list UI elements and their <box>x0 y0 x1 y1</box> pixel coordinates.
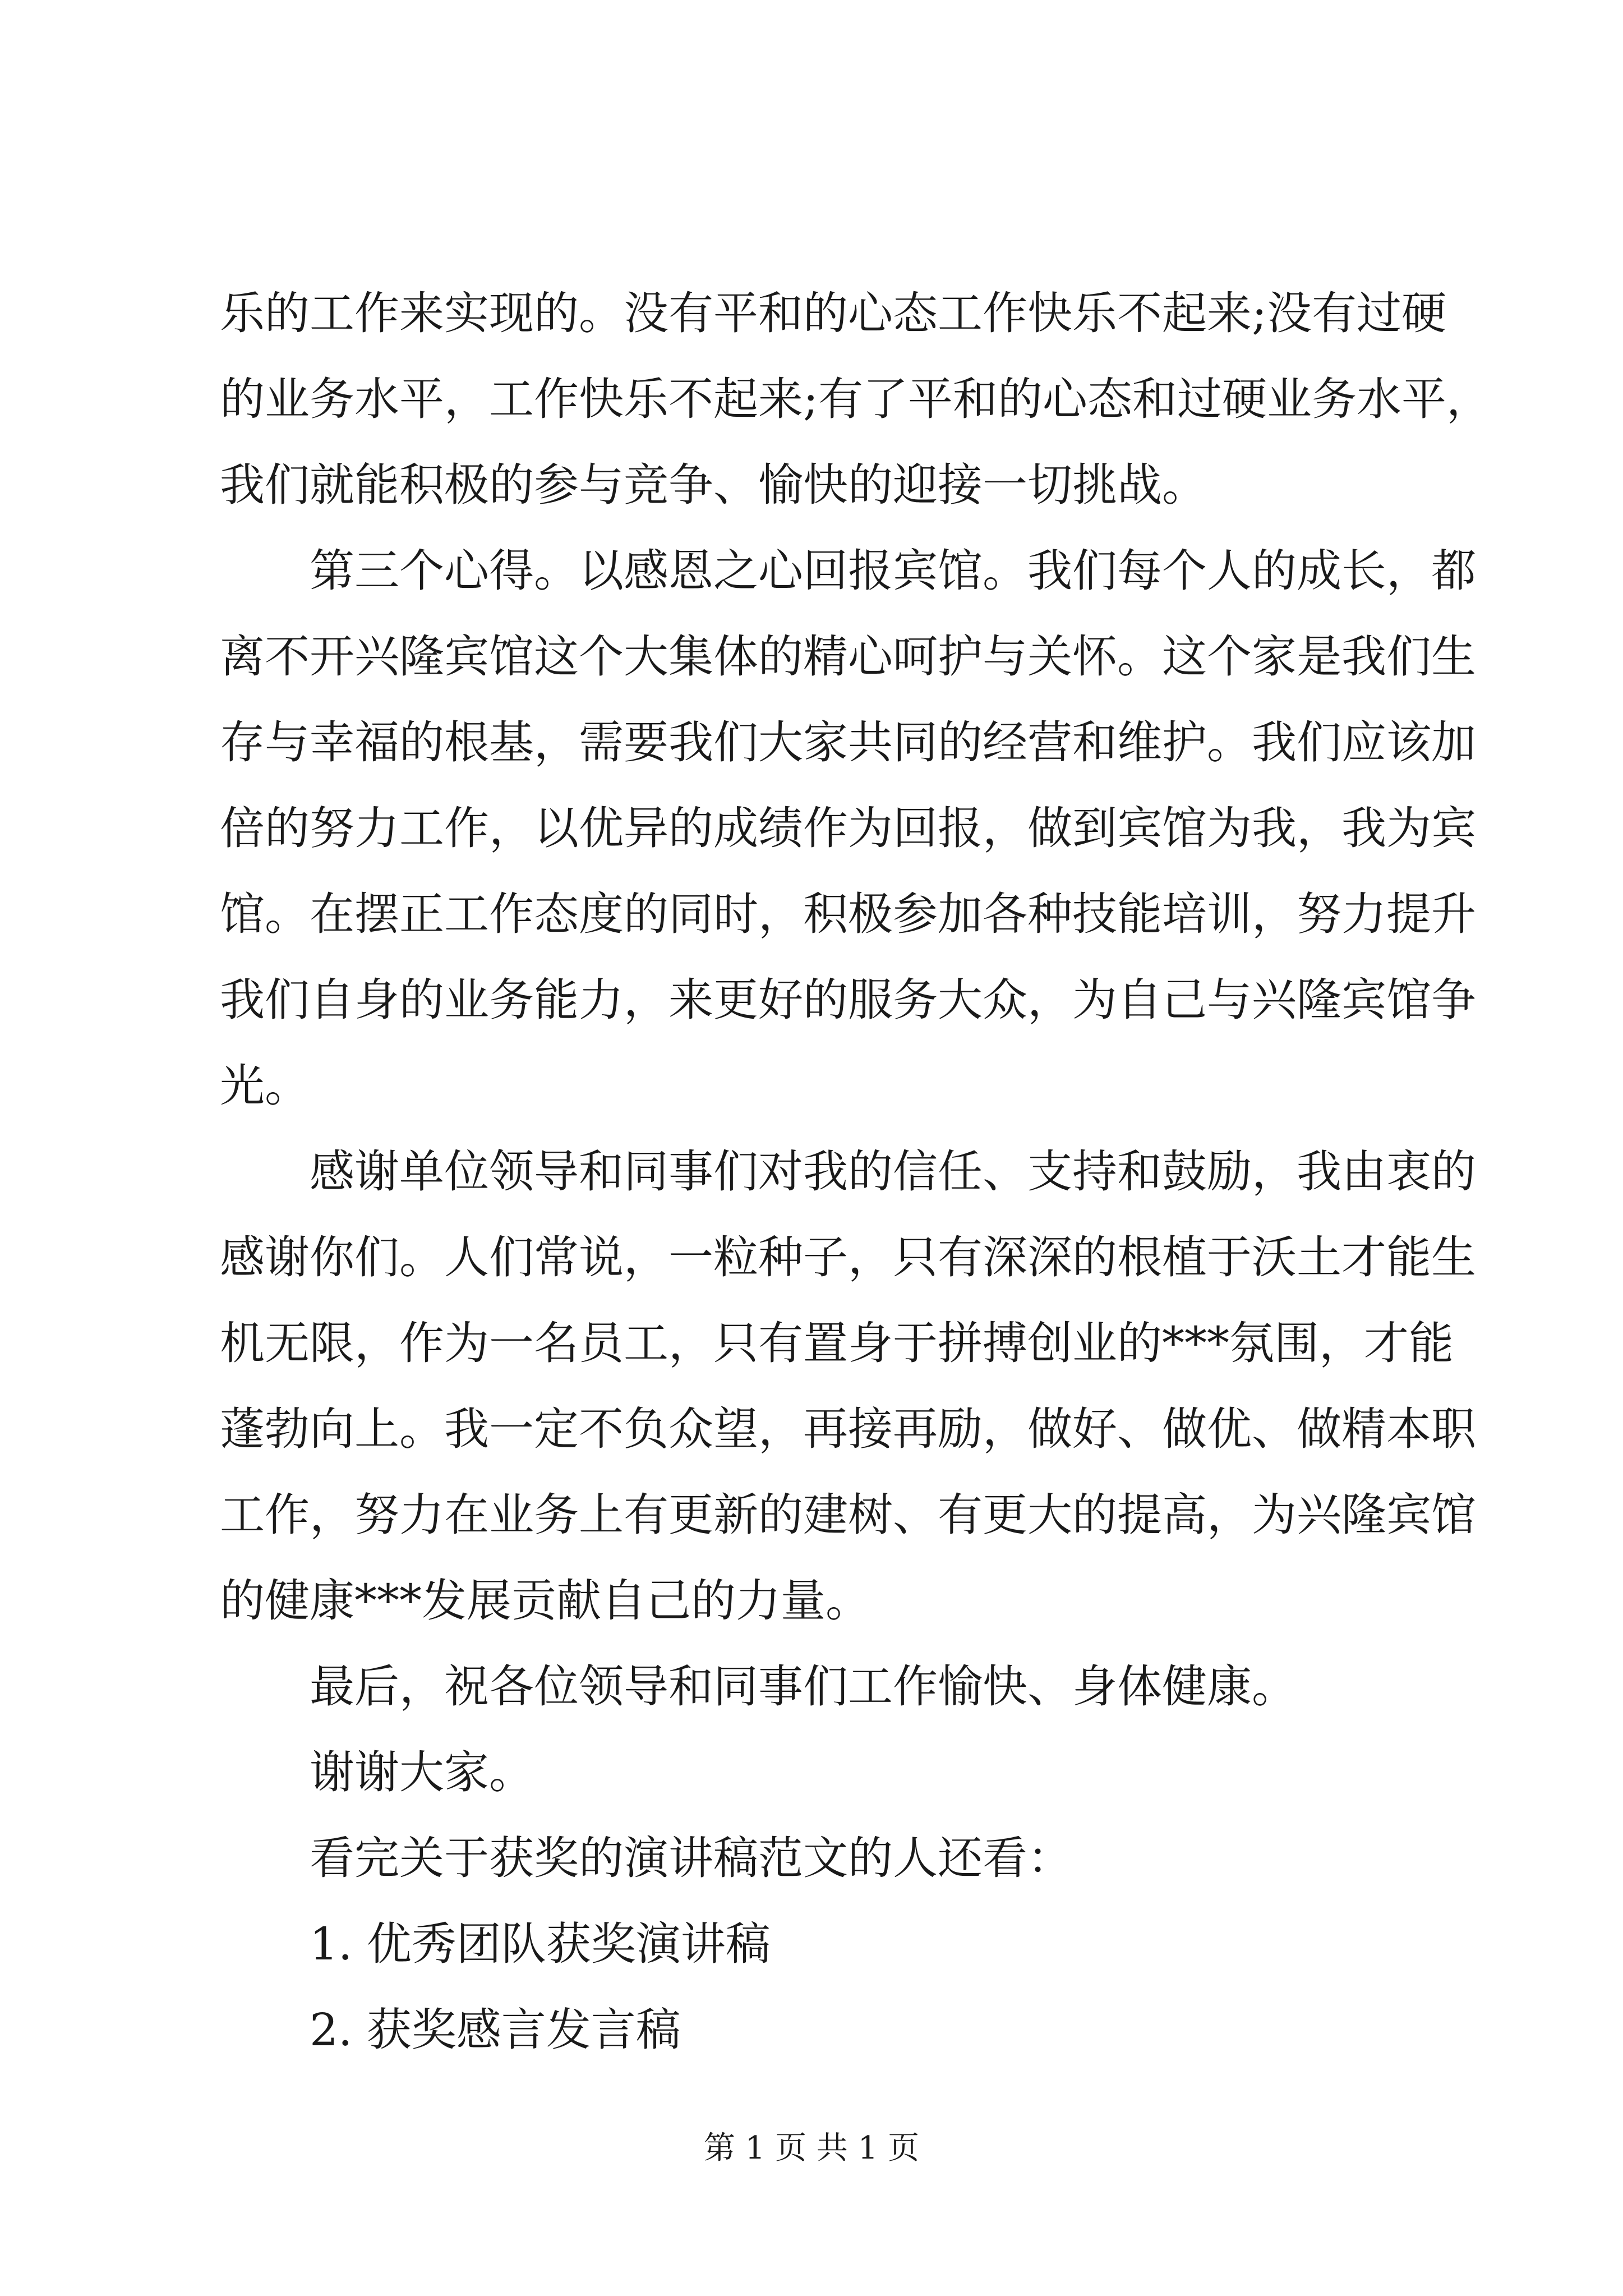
text-line: 我们自身的业务能力，来更好的服务大众，为自己与兴隆宾馆争 <box>220 974 1476 1026</box>
document-body <box>220 270 1491 2073</box>
text-line: 感谢你们。人们常说，一粒种子，只有深深的根植于沃土才能生 <box>220 1231 1476 1283</box>
page-number-footer: 第 1 页 共 1 页 <box>703 2130 920 2166</box>
text-line: 工作，努力在业务上有更新的建树、有更大的提高，为兴隆宾馆 <box>220 1489 1476 1541</box>
text-line: 馆。在摆正工作态度的同时，积极参加各种技能培训，努力提升 <box>220 888 1476 940</box>
text-line: 光。 <box>220 1060 310 1112</box>
text-line: 乐的工作来实现的。没有平和的心态工作快乐不起来;没有过硬 <box>220 287 1446 339</box>
text-line: 感谢单位领导和同事们对我的信任、支持和鼓励，我由衷的 <box>310 1145 1476 1198</box>
text-line: 机无限，作为一名员工，只有置身于拼搏创业的***氛围，才能 <box>220 1317 1454 1369</box>
related-link-1[interactable]: 1. 优秀团队获奖演讲稿 <box>310 1918 771 1970</box>
text-line: 我们就能积极的参与竞争、愉快的迎接一切挑战。 <box>220 459 1207 511</box>
text-line: 的健康***发展贡献自己的力量。 <box>220 1575 870 1627</box>
text-line: 最后，祝各位领导和同事们工作愉快、身体健康。 <box>310 1660 1297 1713</box>
text-line: 第三个心得。以感恩之心回报宾馆。我们每个人的成长，都 <box>310 545 1476 597</box>
text-line: 谢谢大家。 <box>310 1746 534 1798</box>
text-line: 存与幸福的根基，需要我们大家共同的经营和维护。我们应该加 <box>220 716 1476 769</box>
text-line: 蓬勃向上。我一定不负众望，再接再励，做好、做优、做精本职 <box>220 1403 1476 1455</box>
text-line: 离不开兴隆宾馆这个大集体的精心呵护与关怀。这个家是我们生 <box>220 631 1476 683</box>
text-line: 看完关于获奖的演讲稿范文的人还看： <box>310 1832 1072 1884</box>
text-line: 倍的努力工作，以优异的成绩作为回报，做到宾馆为我，我为宾 <box>220 802 1476 854</box>
related-link-2[interactable]: 2. 获奖感言发言稿 <box>310 2004 681 2056</box>
text-line: 的业务水平，工作快乐不起来;有了平和的心态和过硬业务水平， <box>220 373 1491 425</box>
